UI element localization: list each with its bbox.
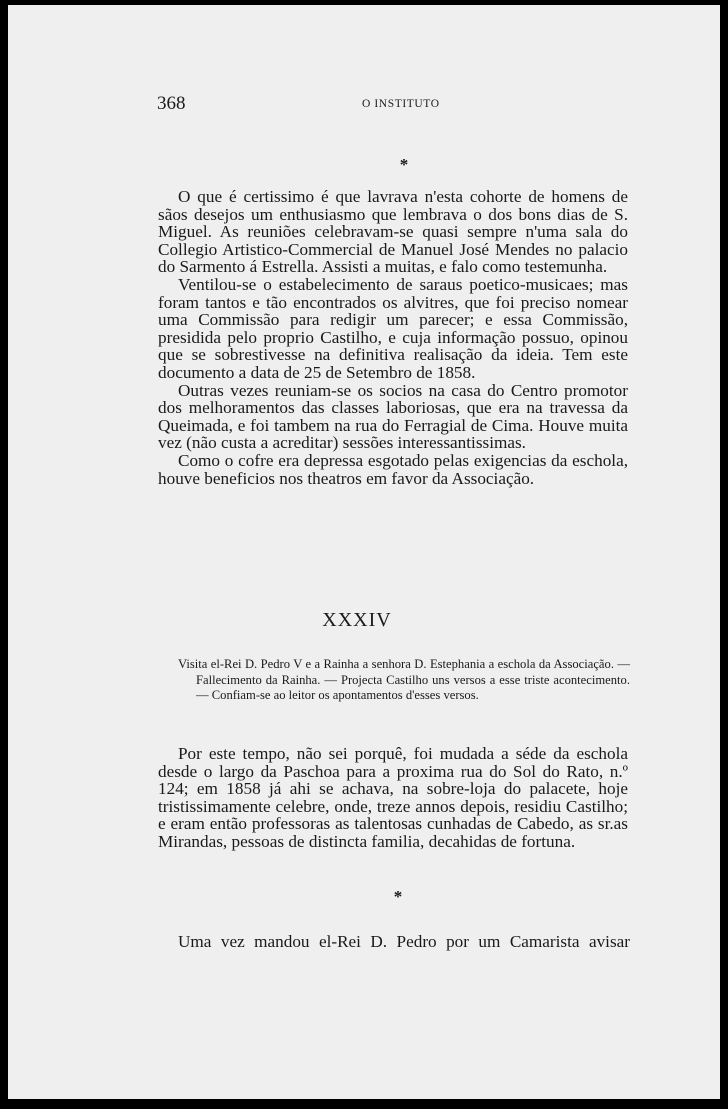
page-number: 368 [157, 93, 186, 114]
section-2-text [158, 745, 628, 851]
continuing-line: Uma vez mandou el-Rei D. Pedro por um Camarista avisar [178, 932, 630, 951]
paragraph: O que é certissimo é que lavrava n'esta cohorte de homens de sãos desejos um enthusiasmo que lembrava o dos bons dias de S. Miguel. As reuniões celebravam-se quasi sempre n'uma sala do Collegio Artistico-Commercial de Manuel José Mendes no palacio do Sarmento á Estrella. Assisti a muitas, e falo como testemunha. [158, 187, 628, 277]
chapter-summary-text: Visita el-Rei D. Pedro V e a Rainha a senhora D. Estephania a eschola da Associação. — Fallecimento da Rainha. — Projecta Castilho uns versos a esse triste acontecimento. — Confiam-se ao leitor os apontamentos d'esses versos. [178, 657, 630, 702]
chapter-heading [8, 609, 720, 632]
paragraph: Por este tempo, não sei porquê, foi mudada a séde da eschola desde o largo da Paschoa para a proxima rua do Sol do Rato, n.º 124; em 1858 já ahi se achava, na sobre-loja do palacete, hoje tristissimamente celebre, onde, treze annos depois, residiu Castilho; e eram então professoras as talentosas cunhadas de Cabedo, as sr.as Mirandas, pessoas de distincta familia, decahidas de fortuna. [158, 744, 628, 851]
paragraph: Como o cofre era depressa esgotado pelas exigencias da eschola, houve beneficios nos theatros em favor da Associação. [158, 450, 628, 488]
paragraph: Ventilou-se o estabelecimento de saraus poetico-musicaes; mas foram tantos e tão encontrados os alvitres, que foi preciso nomear uma Commissão para redigir um parecer; e essa Commissão, presidida pelo proprio Castilho, e cuja informação possuo, opinou que se sobrestivesse na definitiva realisação da ideia. Tem este documento a data de 25 de Setembro de 1858. [158, 274, 628, 382]
chapter-number: XXXIV [322, 609, 392, 631]
section-separator-asterisk: * [399, 155, 409, 174]
paragraph: Outras vezes reuniam-se os socios na casa do Centro promotor dos melhoramentos das classes laboriosas, que era na travessa da Queimada, e foi tambem na rua do Ferragial de Cima. Houve muita vez (não custa a acreditar) sessões interessantissimas. [158, 380, 628, 453]
book-page [8, 5, 720, 1099]
section-1-text [158, 188, 628, 487]
running-head: O INSTITUTO [362, 98, 440, 110]
page-header [8, 93, 720, 117]
section-separator-asterisk: * [393, 887, 403, 906]
chapter-summary [178, 657, 630, 704]
